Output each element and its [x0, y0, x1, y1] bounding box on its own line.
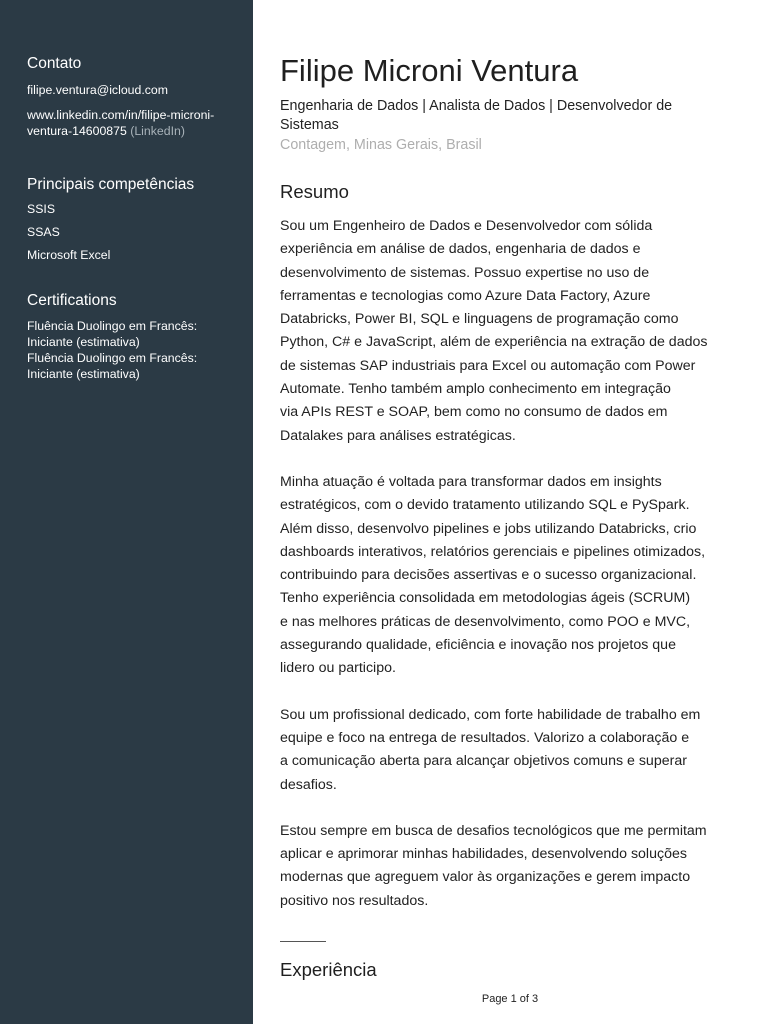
sidebar [0, 0, 253, 1024]
skills-heading: Principais competências [27, 176, 195, 193]
summary-paragraph: Minha atuação é voltada para transformar dados em insights estratégicos, com o devido tratamento utilizando SQL e PySpark. Além disso, desenvolvo pipelines e jobs utilizando Databricks, crio dashboards interativos, relatórios gerenciais e pipelines otimizados, contribuindo para decisões assertivas e o sucesso organizacional. Tenho experiência consolidada em metodologias ágeis (SCRUM) e nas melhores práticas de desenvolvimento, como POO e MVC, assegurando qualidade, eficiência e inovação nos projetos que lidero ou participo. [280, 473, 706, 677]
skill-item: Microsoft Excel [27, 248, 111, 262]
page-number: Page 1 of 3 [481, 993, 539, 1005]
contact-heading: Contato [27, 55, 82, 72]
linkedin-label: (LinkedIn) [130, 124, 185, 138]
summary-body [280, 215, 738, 936]
contact-linkedin[interactable] [27, 107, 242, 139]
contact-section [27, 55, 242, 139]
profile-name: Filipe Microni Ventura [280, 53, 579, 88]
linkedin-url[interactable]: www.linkedin.com/in/filipe-microni-ventura-14600875 [27, 108, 215, 138]
certifications-section [27, 292, 242, 382]
summary-paragraph: Sou um profissional dedicado, com forte habilidade de trabalho em equipe e foco na entrega de resultados. Valorizo a colaboração e a comunicação aberta para alcançar objetivos comuns e superar desafios. [280, 706, 701, 793]
skills-section [27, 176, 242, 263]
contact-email[interactable]: filipe.ventura@icloud.com [27, 83, 168, 97]
section-divider [280, 941, 326, 942]
certification-item: Fluência Duolingo em Francês: Iniciante (estimativa) [27, 351, 198, 381]
skill-item: SSIS [27, 202, 56, 216]
profile-location: Contagem, Minas Gerais, Brasil [280, 137, 482, 153]
skill-item: SSAS [27, 225, 60, 239]
experience-heading: Experiência [280, 959, 377, 980]
certification-item: Fluência Duolingo em Francês: Iniciante (estimativa) [27, 319, 198, 349]
certifications-heading: Certifications [27, 292, 117, 309]
summary-paragraph: Sou um Engenheiro de Dados e Desenvolvedor com sólida experiência em análise de dados, engenharia de dados e desenvolvimento de sistemas. Possuo expertise no uso de ferramentas e tecnologias como Azure Data Factory, Azure Databricks, Power BI, SQL e linguagens de programação como Python, C# e JavaScript, além de experiência na extração de dados de sistemas SAP industriais para Excel ou automação com Power Automate. Tenho também amplo conhecimento em integração via APIs REST e SOAP, bem como no consumo de dados em Datalakes para análises estratégicas. [280, 218, 708, 444]
summary-paragraph: Estou sempre em busca de desafios tecnológicos que me permitam aplicar e aprimorar minhas habilidades, desenvolvendo soluções modernas que agreguem valor às organizações e gerem impacto positivo nos resultados. [280, 822, 707, 909]
summary-heading: Resumo [280, 181, 349, 202]
profile-headline: Engenharia de Dados | Analista de Dados | Desenvolvedor de Sistemas [280, 98, 673, 133]
